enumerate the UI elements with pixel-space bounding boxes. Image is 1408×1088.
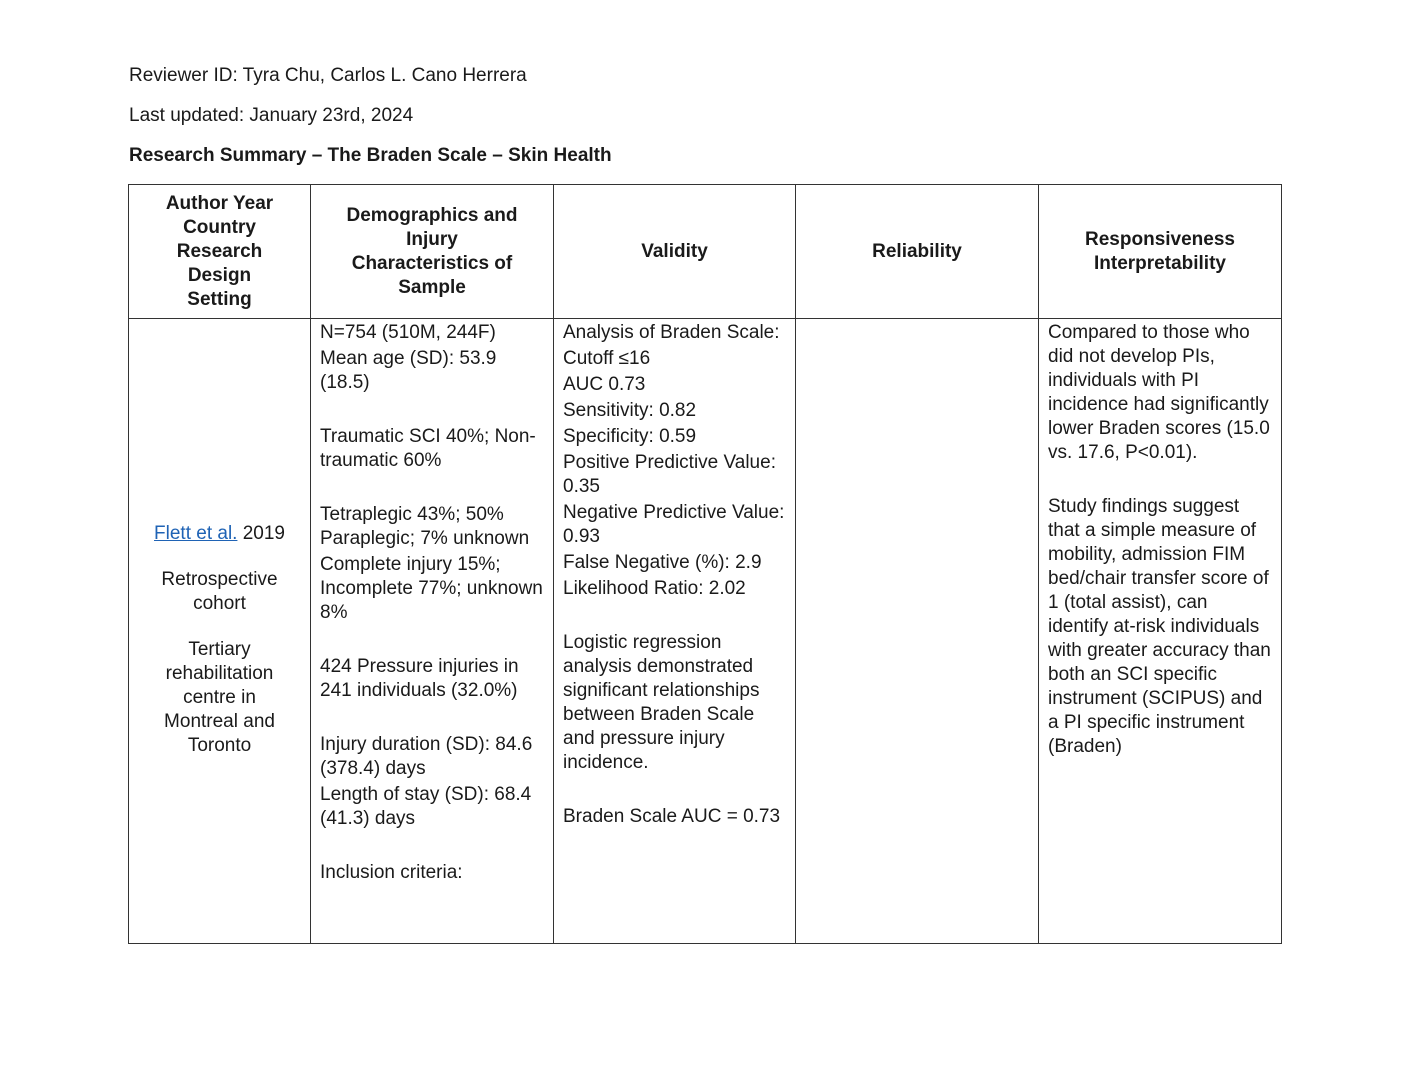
table-header-row [129,185,1282,319]
validity-line: Cutoff ≤16 [563,348,651,369]
setting-line: rehabilitation [165,663,274,684]
research-design [138,568,301,616]
demographics-line: Complete injury 15%; Incomplete 77%; unknown 8% [320,554,543,623]
author-year: 2019 [237,523,285,544]
header-demographics-line: Injury [406,228,458,250]
header-author-line: Design [187,264,252,286]
responsiveness-line: Compared to those who did not develop PIs, individuals with PI incidence had significantly lower Braden scores (15.0 vs. 17.6, P<0.01). [1048,322,1270,463]
header-demographics-line: Demographics and [346,204,518,226]
header-author-line: Setting [187,288,252,310]
header-author [129,185,311,319]
cell-validity [554,319,796,944]
setting-line: Montreal and [164,711,275,732]
validity-line: AUC 0.73 [563,374,646,395]
header-demographics-line: Characteristics of [351,252,513,274]
demographics-line: Injury duration (SD): 84.6 (378.4) days [320,734,533,779]
research-summary-table [128,184,1282,944]
demographics-line: N=754 (510M, 244F) [320,322,496,343]
header-author-line: Author Year [165,192,274,214]
demographics-line: Tetraplegic 43%; 50% Paraplegic; 7% unknown [320,504,530,549]
research-design-line: Retrospective [161,569,278,590]
validity-line: False Negative (%): 2.9 [563,552,762,573]
header-reliability: Reliability [796,185,1039,319]
author-citation [138,522,301,546]
demographics-line: Traumatic SCI 40%; Non-traumatic 60% [320,426,536,471]
validity-line: Negative Predictive Value: 0.93 [563,502,785,547]
demographics-line: Inclusion criteria: [320,862,463,883]
header-responsiveness-line: Responsiveness [1085,228,1235,250]
cell-author [129,319,311,944]
reviewer-id: Reviewer ID: Tyra Chu, Carlos L. Cano Herrera [129,65,527,86]
setting [138,638,301,758]
cell-reliability [796,319,1039,944]
header-author-line: Country [183,216,256,238]
header-demographics [311,185,554,319]
demographics-line: Mean age (SD): 53.9 (18.5) [320,348,497,393]
validity-line: Analysis of Braden Scale: [563,322,780,343]
document-heading: Research Summary – The Braden Scale – Skin Health [129,145,612,166]
setting-line: Toronto [187,735,252,756]
header-responsiveness-line: Interpretability [1094,252,1226,274]
demographics-line: Length of stay (SD): 68.4 (41.3) days [320,784,532,829]
responsiveness-line: Study findings suggest that a simple measure of mobility, admission FIM bed/chair transfer score of 1 (total assist), can identify at-risk individuals with greater accuracy than both an SCI specific instrument (SCIPUS) and a PI specific instrument (Braden) [1048,496,1271,757]
last-updated: Last updated: January 23rd, 2024 [129,105,414,126]
validity-line: Specificity: 0.59 [563,426,697,447]
header-demographics-line: Sample [398,276,466,298]
validity-line: Sensitivity: 0.82 [563,400,697,421]
header-validity: Validity [554,185,796,319]
table-row [129,319,1282,944]
author-link[interactable]: Flett et al. [154,523,238,544]
validity-line: Positive Predictive Value: 0.35 [563,452,776,497]
setting-line: centre in [183,687,256,708]
demographics-line: 424 Pressure injuries in 241 individuals (32.0%) [320,656,519,701]
cell-responsiveness [1039,319,1282,944]
header-author-line: Research [176,240,263,262]
validity-line: Braden Scale AUC = 0.73 [563,806,781,827]
header-responsiveness [1039,185,1282,319]
cell-demographics [311,319,554,944]
validity-line: Likelihood Ratio: 2.02 [563,578,746,599]
setting-line: Tertiary [188,639,251,660]
validity-line: Logistic regression analysis demonstrated significant relationships between Braden Scale and pressure injury incidence. [563,632,760,773]
research-design-line: cohort [193,593,246,614]
